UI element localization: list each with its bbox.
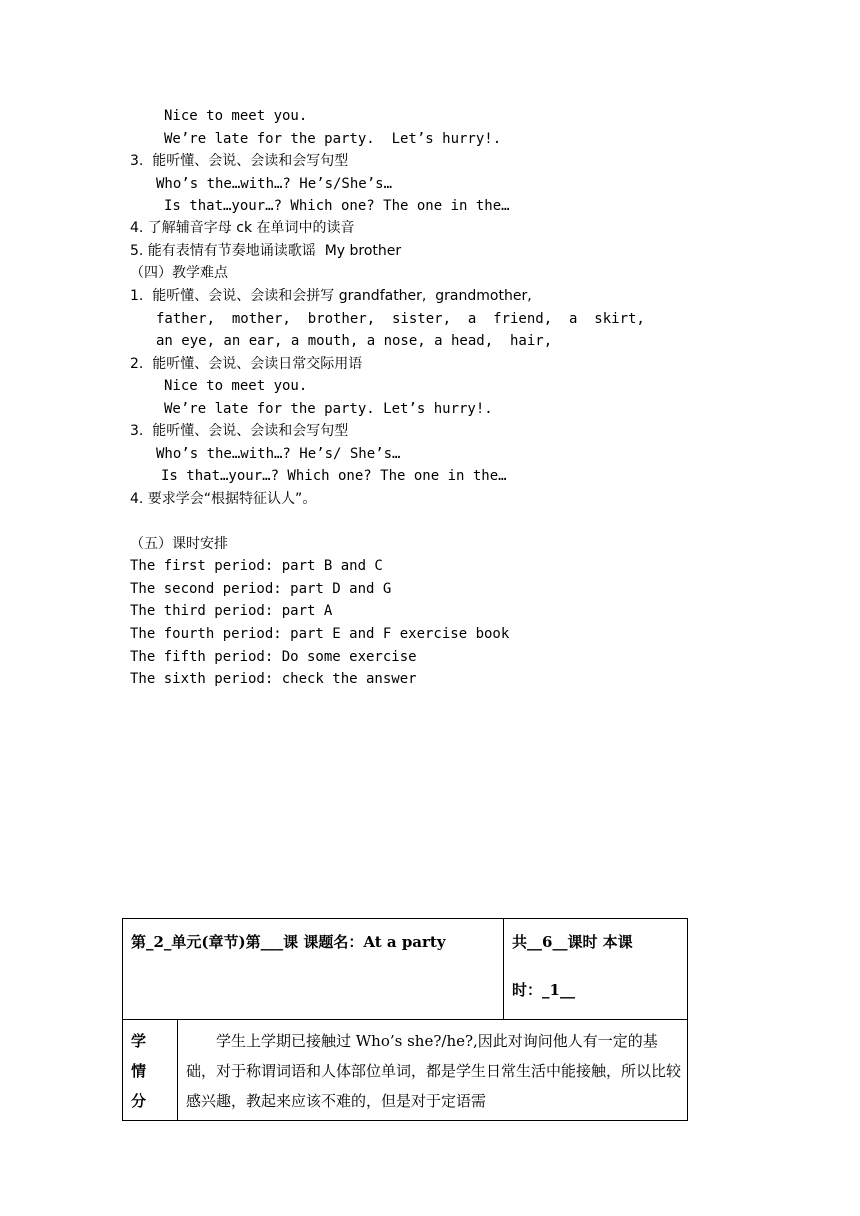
text-line: 1. 能听懂、会说、会读和会拼写 grandfather, grandmother,	[130, 288, 532, 304]
student-analysis-text: 学生上学期已接触过 Who’s she?/he?,因此对询问他人有一定的基础，对于称谓词语和人体部位单词，都是学生日常生活中能接触，所以比较感兴趣，教起来应该不难的，但是对于定语需	[186, 1032, 682, 1110]
section-heading: （五）课时安排	[130, 536, 228, 552]
current-period: 时：_1__	[512, 981, 575, 999]
text-line: father, mother, brother, sister, a friend, a skirt,	[156, 311, 645, 327]
text-line: 5. 能有表情有节奏地诵读歌谣 My brother	[130, 243, 402, 259]
table-header-row	[123, 919, 688, 1020]
text-line: Is that…your…? Which one? The one in the…	[164, 198, 510, 214]
text-line: Who’s the…with…? He’s/ She’s…	[156, 446, 401, 462]
text-line: 2. 能听懂、会说、会读日常交际用语	[130, 356, 363, 372]
text-line: 4. 了解辅音字母 ck 在单词中的读音	[130, 220, 355, 236]
period-count-cell	[504, 919, 688, 1020]
lesson-title: 第_2_单元(章节)第___课 课题名：At a party	[131, 933, 446, 951]
text-line: Nice to meet you.	[164, 378, 308, 394]
schedule-line: The second period: part D and G	[130, 581, 392, 597]
text-line: We’re late for the party. Let’s hurry!.	[164, 401, 493, 417]
schedule-line: The fifth period: Do some exercise	[130, 649, 417, 665]
student-analysis-text-cell	[178, 1020, 688, 1121]
text-line: an eye, an ear, a mouth, a nose, a head, hair,	[156, 333, 553, 349]
text-line: Nice to meet you.	[164, 108, 308, 124]
text-line: 4. 要求学会“根据特征认人”。	[130, 491, 317, 507]
lesson-title-cell	[123, 919, 504, 1020]
text-line: We’re late for the party. Let’s hurry!.	[164, 131, 502, 147]
table-row	[123, 1020, 688, 1121]
period-count: 共__6__课时 本课	[512, 933, 633, 951]
text-line: 3. 能听懂、会说、会读和会写句型	[130, 153, 349, 169]
schedule-line: The third period: part A	[130, 603, 333, 619]
text-line: 3. 能听懂、会说、会读和会写句型	[130, 423, 349, 439]
schedule-line: The fourth period: part E and F exercise book	[130, 626, 510, 642]
text-line: Who’s the…with…? He’s/She’s…	[156, 176, 393, 192]
lesson-info-table	[122, 918, 688, 1121]
schedule-line: The sixth period: check the answer	[130, 671, 417, 687]
student-analysis-label: 学 情 分	[123, 1020, 178, 1121]
section-heading: （四）教学难点	[130, 265, 228, 281]
schedule-line: The first period: part B and C	[130, 558, 383, 574]
text-line: Is that…your…? Which one? The one in the…	[161, 468, 507, 484]
